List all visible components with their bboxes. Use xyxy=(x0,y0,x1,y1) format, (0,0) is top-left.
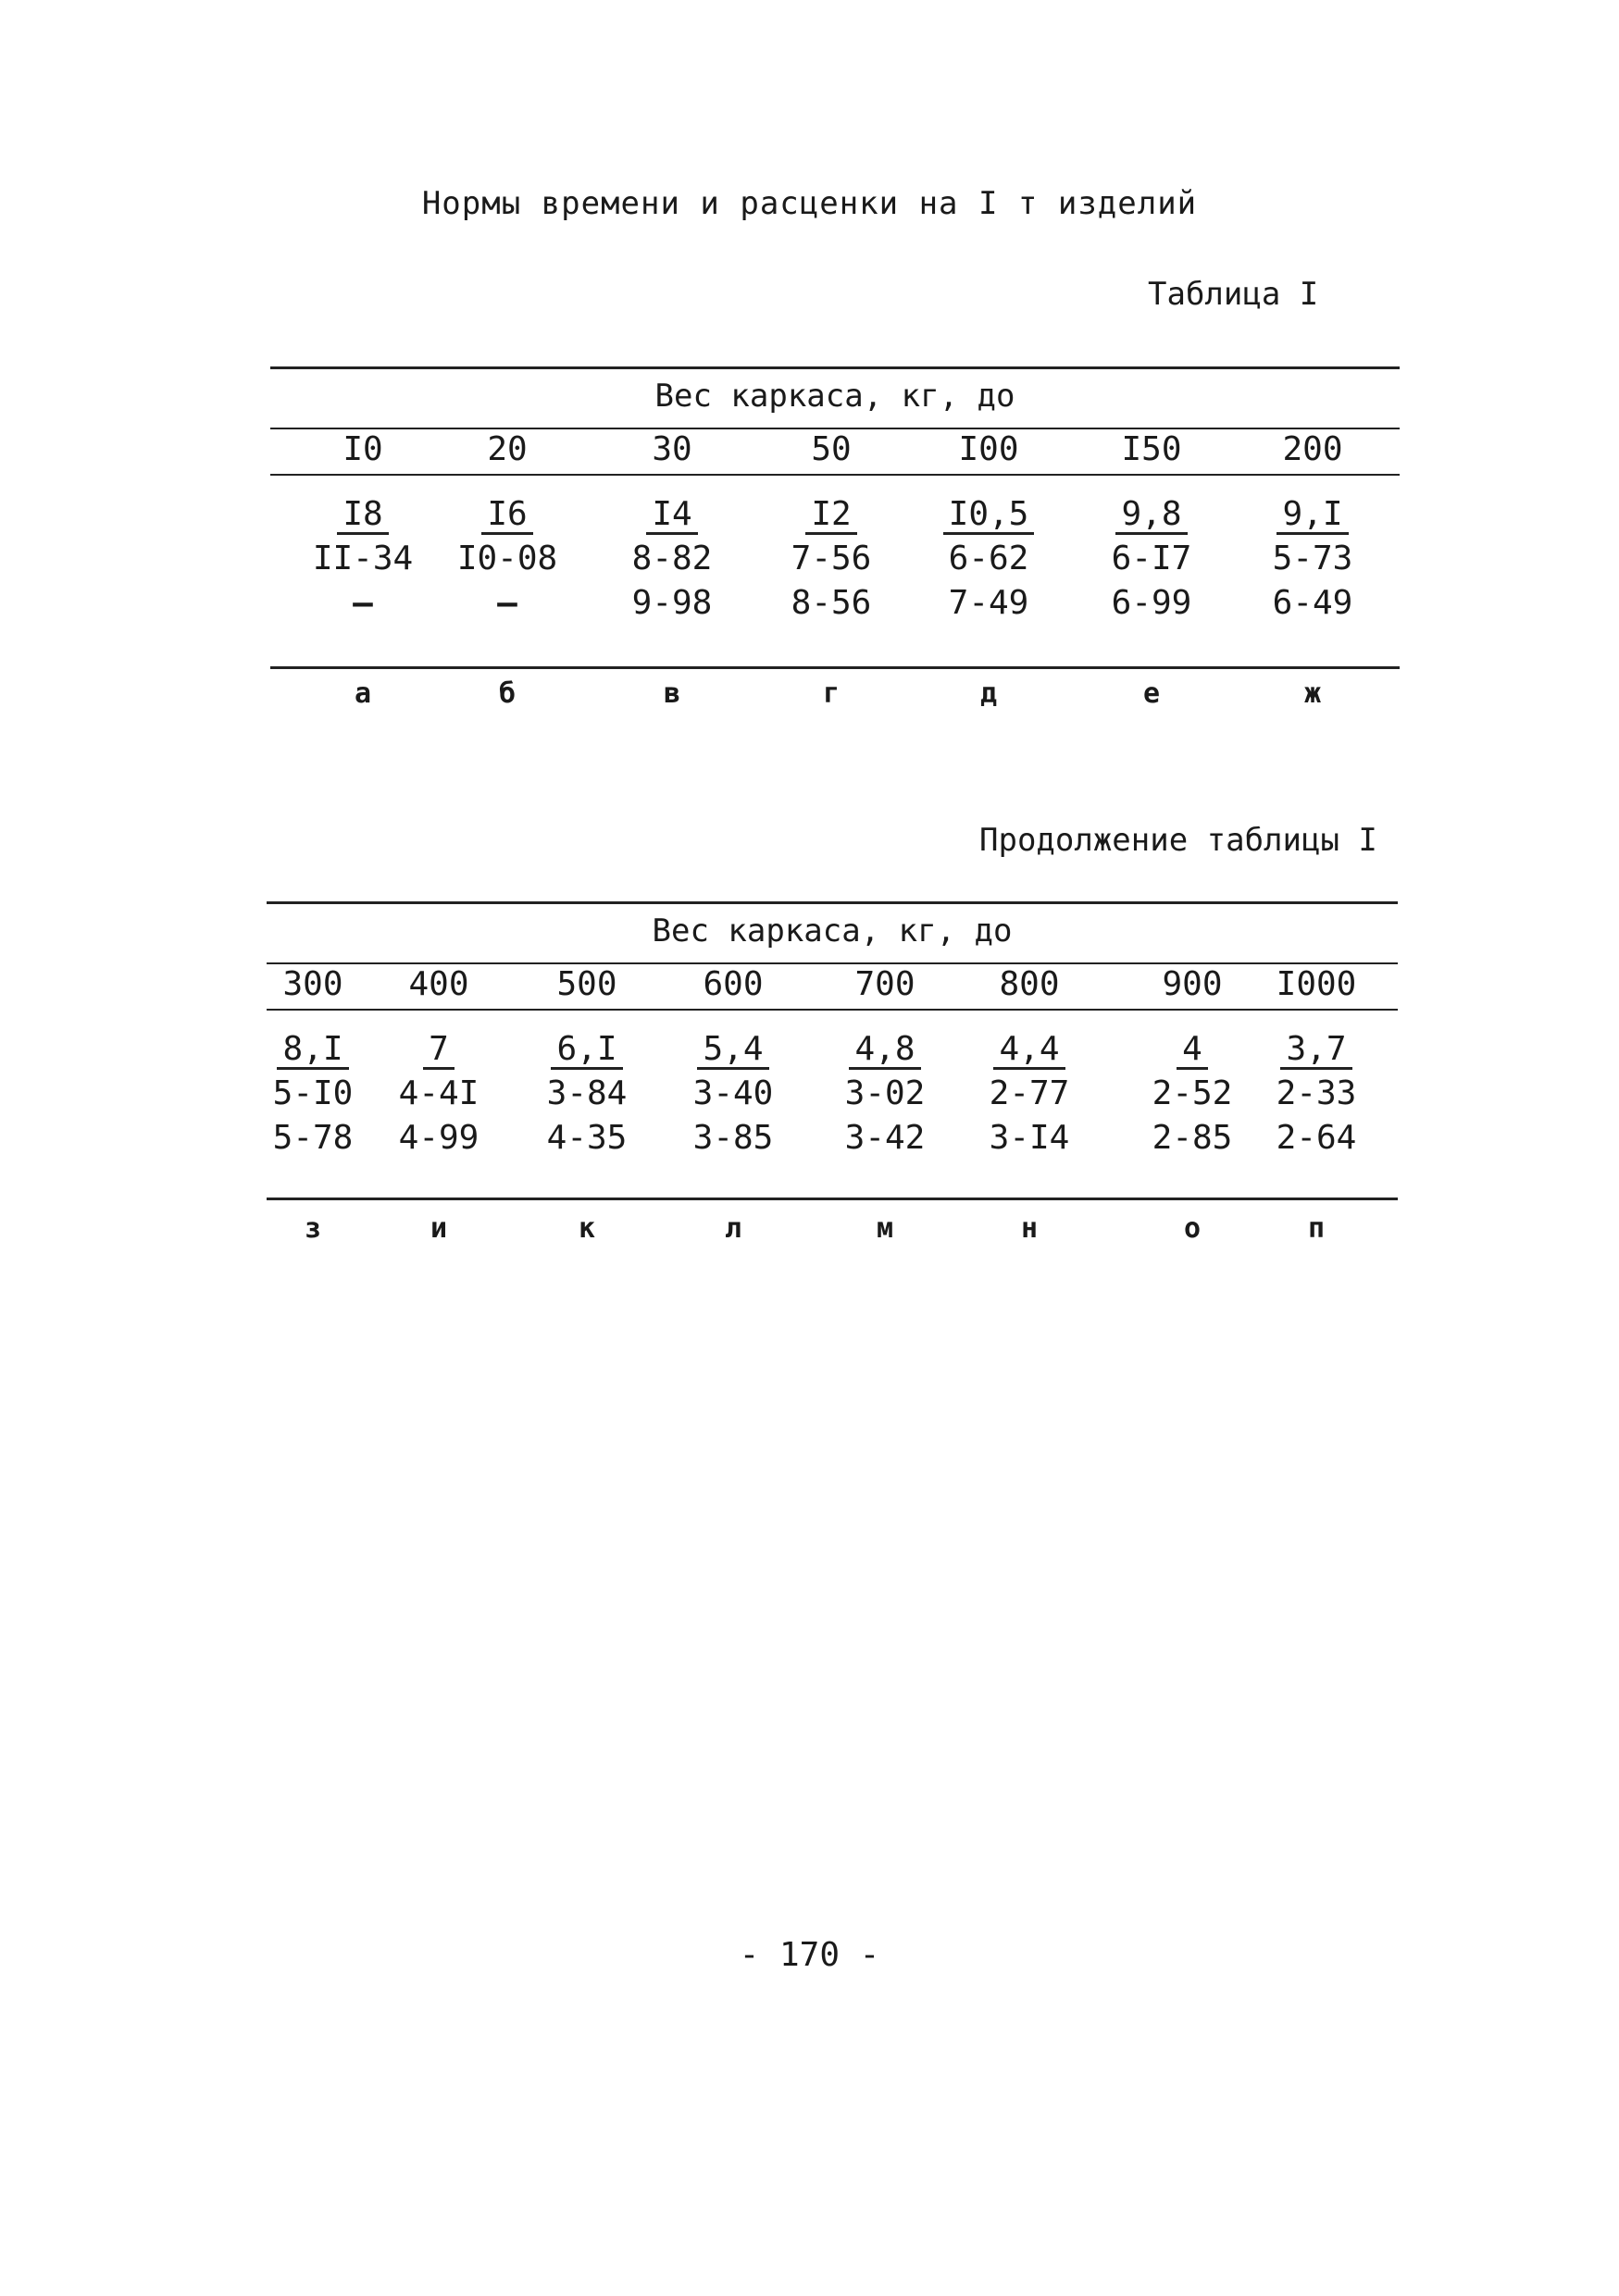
column-letter: в xyxy=(663,677,681,710)
time-norm: 5,4 xyxy=(697,1034,768,1070)
table-column xyxy=(1247,962,1386,1160)
time-norm: 4,4 xyxy=(993,1034,1065,1070)
rate-value: 2-77 xyxy=(989,1074,1070,1112)
weight-header: 200 xyxy=(1282,430,1343,468)
column-letter: д xyxy=(979,677,998,710)
column-letter: м xyxy=(876,1212,894,1245)
rate-value: 3-84 xyxy=(546,1074,628,1112)
weight-header: 50 xyxy=(811,430,852,468)
table-top-rule xyxy=(267,901,1398,904)
table-column xyxy=(603,428,741,626)
column-letter: и xyxy=(430,1212,448,1245)
time-norm: 9,8 xyxy=(1115,499,1187,535)
table-column xyxy=(1123,962,1262,1160)
page-title: Нормы времени и расценки на I т изделий xyxy=(421,185,1198,222)
table-bottom-rule xyxy=(270,666,1400,669)
weight-header: I0 xyxy=(342,430,383,468)
rate-value-alt: – xyxy=(497,584,517,622)
rate-value-alt: 8-56 xyxy=(791,584,872,622)
table-column xyxy=(919,428,1058,626)
time-norm: I2 xyxy=(805,499,856,535)
weight-header: I000 xyxy=(1276,965,1357,1003)
table-top-rule xyxy=(270,366,1400,369)
rate-value: II-34 xyxy=(312,540,414,577)
table-column xyxy=(517,962,656,1160)
table-column xyxy=(960,962,1099,1160)
weight-header: 300 xyxy=(282,965,343,1003)
column-letter: п xyxy=(1307,1212,1326,1245)
rate-value-alt: 7-49 xyxy=(948,584,1029,622)
table-column xyxy=(293,428,432,626)
time-norm: 9,I xyxy=(1277,499,1348,535)
table-label-continuation: Продолжение таблицы I xyxy=(979,822,1377,859)
rate-value: 7-56 xyxy=(791,540,872,577)
time-norm: 7 xyxy=(423,1034,455,1070)
rate-value-alt: 3-85 xyxy=(692,1119,774,1157)
rate-value: 6-I7 xyxy=(1111,540,1192,577)
weight-header: 500 xyxy=(556,965,617,1003)
weight-header: 700 xyxy=(854,965,915,1003)
table-bottom-rule xyxy=(267,1198,1398,1200)
table-column xyxy=(1243,428,1382,626)
table-label: Таблица I xyxy=(1148,276,1319,313)
rate-value-alt: 4-35 xyxy=(546,1119,628,1157)
column-letter: б xyxy=(498,677,517,710)
time-norm: 3,7 xyxy=(1280,1034,1351,1070)
rate-value: 3-40 xyxy=(692,1074,774,1112)
rate-value-alt: 4-99 xyxy=(398,1119,479,1157)
weight-header: 20 xyxy=(487,430,528,468)
table-column xyxy=(816,962,954,1160)
rate-value-alt: 9-98 xyxy=(631,584,713,622)
rate-value: 2-52 xyxy=(1152,1074,1233,1112)
column-letter: к xyxy=(578,1212,596,1245)
rate-value: 5-I0 xyxy=(272,1074,354,1112)
column-letter: о xyxy=(1183,1212,1202,1245)
rate-value-alt: 5-78 xyxy=(272,1119,354,1157)
rate-value: 3-02 xyxy=(844,1074,926,1112)
weight-header: 30 xyxy=(652,430,692,468)
time-norm: I4 xyxy=(646,499,697,535)
column-letter: л xyxy=(724,1212,742,1245)
rate-value: 6-62 xyxy=(948,540,1029,577)
rate-value: 5-73 xyxy=(1272,540,1353,577)
page-number: - 170 - xyxy=(739,1936,880,1974)
column-letter: н xyxy=(1020,1212,1039,1245)
column-letter: а xyxy=(354,677,372,710)
table-column xyxy=(664,962,803,1160)
column-letter: ж xyxy=(1303,677,1322,710)
rate-value-alt: 6-99 xyxy=(1111,584,1192,622)
time-norm: I8 xyxy=(337,499,388,535)
weight-header: 600 xyxy=(703,965,764,1003)
rate-value-alt: 2-85 xyxy=(1152,1119,1233,1157)
column-letter: г xyxy=(822,677,841,710)
rate-value: I0-08 xyxy=(456,540,558,577)
table-caption: Вес каркаса, кг, до xyxy=(652,912,1013,949)
weight-header: 400 xyxy=(408,965,469,1003)
column-letter: е xyxy=(1142,677,1161,710)
rate-value-alt: 2-64 xyxy=(1276,1119,1357,1157)
rate-value: 4-4I xyxy=(398,1074,479,1112)
time-norm: 8,I xyxy=(277,1034,348,1070)
rate-value: 8-82 xyxy=(631,540,713,577)
table-column xyxy=(1082,428,1221,626)
weight-header: 800 xyxy=(999,965,1060,1003)
weight-header: I50 xyxy=(1121,430,1182,468)
rate-value: 2-33 xyxy=(1276,1074,1357,1112)
rate-value-alt: – xyxy=(353,584,373,622)
time-norm: 4 xyxy=(1177,1034,1208,1070)
weight-header: I00 xyxy=(958,430,1019,468)
column-letter: з xyxy=(304,1212,322,1245)
time-norm: 6,I xyxy=(551,1034,622,1070)
time-norm: 4,8 xyxy=(849,1034,920,1070)
rate-value-alt: 3-I4 xyxy=(989,1119,1070,1157)
time-norm: I0,5 xyxy=(943,499,1035,535)
table-column xyxy=(762,428,901,626)
time-norm: I6 xyxy=(481,499,532,535)
weight-header: 900 xyxy=(1162,965,1223,1003)
table-column xyxy=(369,962,508,1160)
table-column xyxy=(438,428,577,626)
table-column xyxy=(243,962,382,1160)
rate-value-alt: 6-49 xyxy=(1272,584,1353,622)
rate-value-alt: 3-42 xyxy=(844,1119,926,1157)
table-caption: Вес каркаса, кг, до xyxy=(654,378,1015,415)
